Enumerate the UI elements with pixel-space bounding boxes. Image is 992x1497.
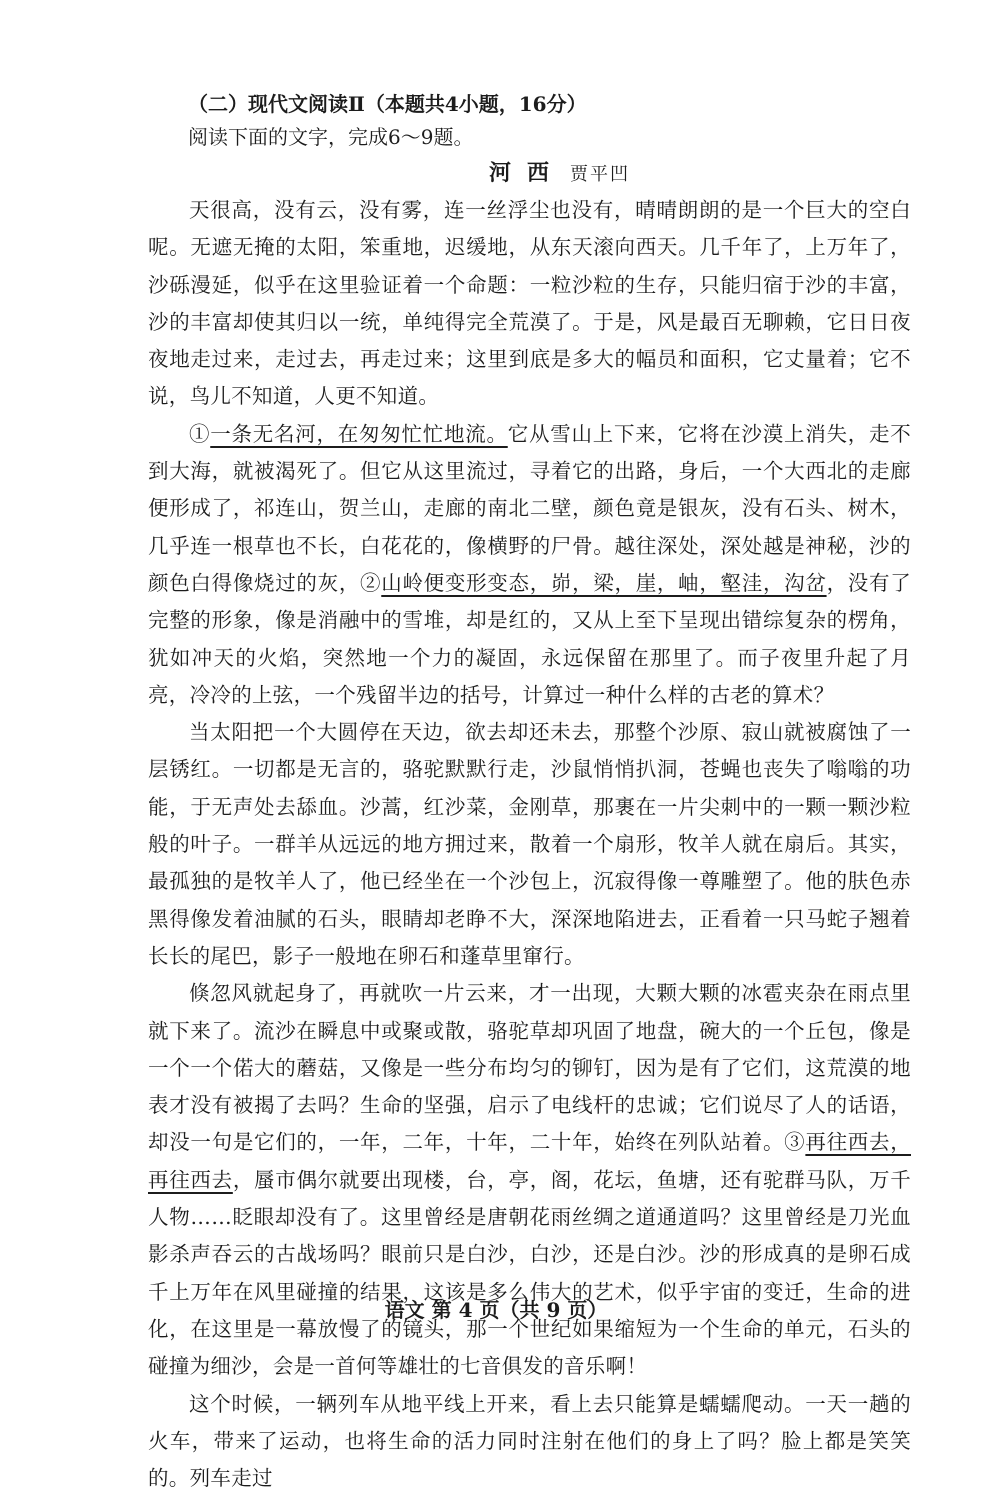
article-paragraph-1 <box>148 192 911 416</box>
page-footer: 语文 第 4 页（共 9 页） <box>0 1294 992 1323</box>
paragraph-text: ① <box>189 422 210 446</box>
paragraph-text: 当太阳把一个大圆停在天边，欲去却还未去，那整个沙原、寂山就被腐蚀了一层锈红。一切都是无言的，骆驼默默行走，沙鼠悄悄扒洞，苍蝇也丧失了嗡嗡的功能，于无声处去舔血。沙蒿，红沙菜，金刚草，那裹在一片尖刺中的一颗一颗沙粒般的叶子。一群羊从远远的地方拥过来，散着一个扇形，牧羊人就在扇后。其实，最孤独的是牧羊人了，他已经坐在一个沙包上，沉寂得像一尊雕塑了。他的肤色赤黑得像发着油腻的石头，眼睛却老睁不大，深深地陷进去，正看着一只马蛇子翘着长长的尾巴，影子一般地在卵石和蓬草里窜行。 <box>148 720 911 968</box>
paragraph-text: 它从雪山上下来，它将在沙漠上消失，走不到大海，就被渴死了。但它从这里流过，寻着它的出路，身后，一个大西北的走廊便形成了，祁连山，贺兰山，走廊的南北二壁，颜色竟是银灰，没有石头、树木，几乎连一根草也不长，白花花的，像横野的尸骨。越往深处，深处越是神秘，沙的颜色白得像烧过的灰，② <box>148 422 911 595</box>
paragraph-text: 天很高，没有云，没有雾，连一丝浮尘也没有，晴晴朗朗的是一个巨大的空白呢。无遮无掩的太阳，笨重地，迟缓地，从东天滚向西天。几千年了，上万年了，沙砾漫延，似乎在这里验证着一个命题：一粒沙粒的生存，只能归宿于沙的丰富，沙的丰富却使其归以一统，单纯得完全荒漠了。于是，风是最百无聊赖，它日日夜夜地走过来，走过去，再走过来；这里到底是多大的幅员和面积，它丈量着；它不说，鸟儿不知道，人更不知道。 <box>148 198 911 408</box>
underlined-sentence-2: 山岭便变形变态，峁，梁，崖，岫，壑洼，沟岔 <box>381 571 826 595</box>
article-title: 河西 <box>489 160 565 186</box>
page-content <box>148 88 911 1497</box>
underlined-sentence-1: 一条无名河，在匆匆忙忙地流。 <box>210 422 507 446</box>
article-author: 贾平凹 <box>570 164 630 185</box>
article-paragraph-4 <box>148 975 911 1385</box>
paragraph-text: 倏忽风就起身了，再就吹一片云来，才一出现，大颗大颗的冰雹夹杂在雨点里就下来了。流沙在瞬息中或聚或散，骆驼草却巩固了地盘，碗大的一个丘包，像是一个一个偌大的蘑菇，又像是一些分布均匀的铆钉，因为是有了它们，这荒漠的地表才没有被揭了去吗？生命的坚强，启示了电线杆的忠诚；它们说尽了人的话语，却没一句是它们的，一年，二年，十年，二十年，始终在列队站着。③ <box>148 981 911 1154</box>
paragraph-text: ，没有了完整的形象，像是消融中的雪堆，却是红的，又从上至下呈现出错综复杂的楞角，犹如冲天的火焰，突然地一个力的凝固，永远保留在那里了。而子夜里升起了月亮，冷冷的上弦，一个残留半边的括号，计算过一种什么样的古老的算术？ <box>148 571 911 707</box>
article-paragraph-3 <box>148 714 911 975</box>
paragraph-text: 这个时候，一辆列车从地平线上开来，看上去只能算是蠕蠕爬动。一天一趟的火车，带来了运动，也将生命的活力同时注射在他们的身上了吗？脸上都是笑笑的。列车走过 <box>148 1392 911 1491</box>
reading-instruction: 阅读下面的文字，完成6～9题。 <box>148 121 911 154</box>
underlined-sentence-3: 再往西去，再往西去 <box>148 1130 911 1191</box>
article-paragraph-5 <box>148 1386 911 1497</box>
section-heading: （二）现代文阅读Ⅱ（本题共4小题，16分） <box>148 88 911 121</box>
article-header <box>148 154 911 192</box>
paragraph-text: ，蜃市偶尔就要出现楼，台，亭，阁，花坛，鱼塘，还有驼群马队，万千人物……眨眼却没有了。这里曾经是唐朝花雨丝绸之道通道吗？这里曾经是刀光血影杀声吞云的古战场吗？眼前只是白沙，白沙，还是白沙。沙的形成真的是卵石成千上万年在风里碰撞的结果，这该是多么伟大的艺术，似乎宇宙的变迁，生命的进化，在这里是一幕放慢了的镜头，那一个世纪如果缩短为一个生命的单元，石头的碰撞为细沙，会是一首何等雄壮的七音俱发的音乐啊！ <box>148 1168 911 1378</box>
article-paragraph-2 <box>148 416 911 714</box>
